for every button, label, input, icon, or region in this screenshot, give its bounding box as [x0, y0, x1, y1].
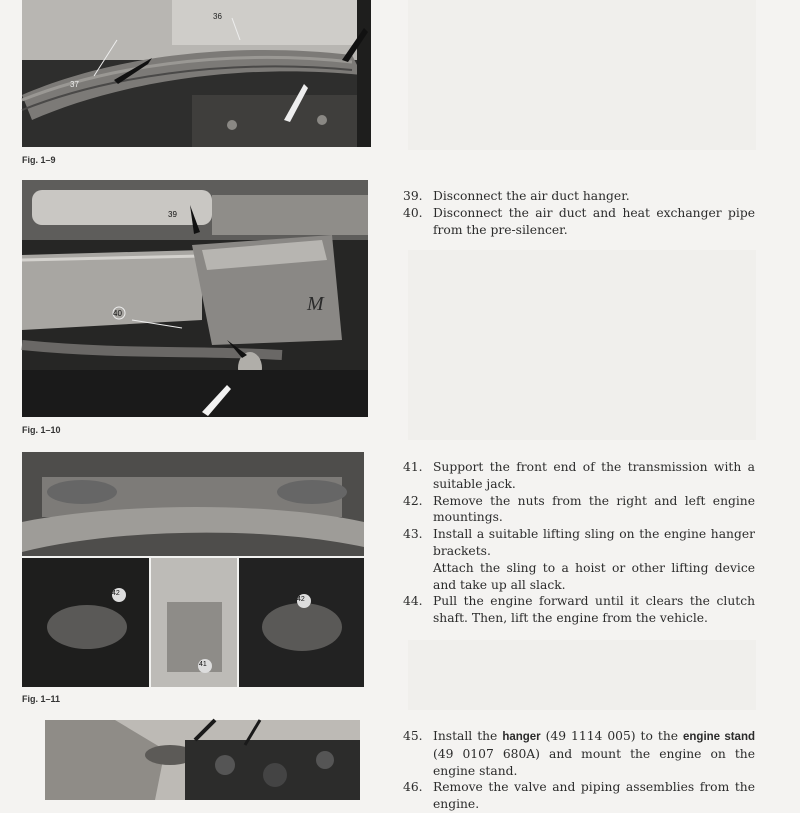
- tool-name: hanger: [502, 731, 541, 743]
- text-segment: (49 1114 005) to the: [540, 729, 683, 743]
- callout-36: 36: [213, 12, 222, 21]
- step-number: 43.: [403, 527, 423, 542]
- bleed-through: [408, 0, 756, 150]
- tool-name: engine stand: [683, 731, 755, 743]
- step-text: Support the front end of the transmission with a suitable jack.: [433, 460, 755, 491]
- step-46: [403, 779, 755, 813]
- step-39: [403, 188, 755, 205]
- step-45: [403, 728, 755, 779]
- figure-caption: Fig. 1–9: [22, 155, 56, 165]
- step-number: 41.: [403, 460, 423, 474]
- figure-1-9-photo: [22, 0, 371, 147]
- steps-41-44: [403, 459, 755, 627]
- step-number: 44.: [403, 594, 423, 609]
- step-number: 46.: [403, 780, 423, 795]
- callout-39: 39: [168, 210, 177, 219]
- step-text: [433, 728, 755, 779]
- figure-caption: Fig. 1–10: [22, 425, 61, 435]
- steps-45-46: [403, 728, 755, 813]
- callout-42-left: 42: [112, 590, 120, 597]
- step-text: Remove the valve and piping assemblies from the engine.: [433, 780, 755, 812]
- callout-42-right: 42: [297, 596, 305, 603]
- figure-1-11-photo: [22, 452, 364, 687]
- text-segment: Install the: [433, 729, 503, 743]
- step-43-continuation: Attach the sling to a hoist or other lifting device and take up all slack.: [433, 560, 755, 592]
- bleed-through: [408, 250, 756, 440]
- step-text: Pull the engine forward until it clears the clutch shaft. Then, lift the engine from the vehicle.: [433, 594, 755, 626]
- svg-text:M: M: [307, 293, 324, 315]
- step-44: [403, 593, 755, 627]
- step-number: 42.: [403, 493, 423, 508]
- step-text: Install a suitable lifting sling on the engine hanger brackets.: [433, 527, 755, 558]
- text-segment: (49 0107 680A) and mount the engine on the engine stand.: [433, 746, 755, 778]
- step-text: Disconnect the air duct hanger.: [433, 189, 630, 203]
- step-number: 39.: [403, 189, 423, 203]
- step-43: [403, 526, 755, 560]
- steps-39-40: [403, 188, 755, 238]
- bleed-through: [408, 640, 756, 710]
- step-41: [403, 459, 755, 493]
- callout-41: 41: [199, 661, 207, 668]
- step-number: 45.: [403, 729, 423, 743]
- callout-40: 40: [113, 309, 122, 318]
- step-number: 40.: [403, 205, 423, 220]
- step-text: Remove the nuts from the right and left engine mountings.: [433, 493, 755, 525]
- step-40: [403, 205, 755, 239]
- step-42: [403, 493, 755, 527]
- figure-caption: Fig. 1–11: [22, 694, 61, 704]
- figure-1-12-photo: [45, 720, 360, 800]
- step-text: Disconnect the air duct and heat exchanger pipe from the pre-silencer.: [433, 205, 755, 237]
- callout-37: 37: [70, 80, 79, 89]
- figure-1-10-photo: [22, 180, 368, 417]
